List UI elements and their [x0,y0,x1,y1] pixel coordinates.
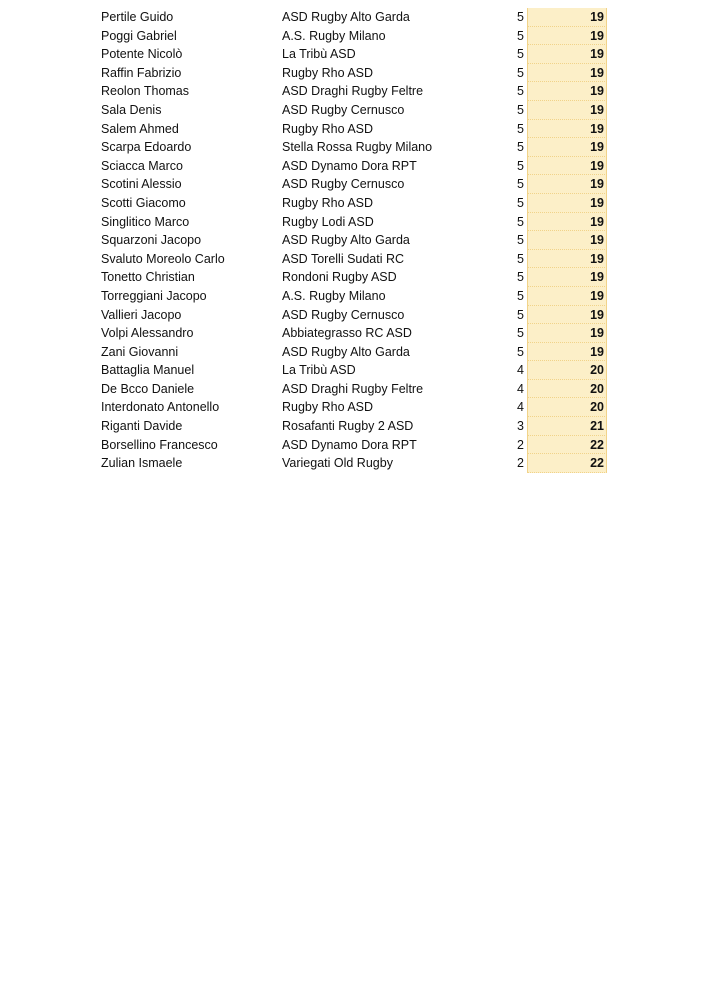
rank-cell: 19 [527,194,607,213]
rank-cell: 19 [527,343,607,362]
table-row [0,436,706,455]
table-row [0,231,706,250]
table-row [0,27,706,46]
table-row [0,306,706,325]
player-name-cell: Singlitico Marco [101,214,190,229]
rank-cell: 22 [527,436,607,455]
table-row [0,138,706,157]
rank-cell: 19 [527,27,607,46]
team-name-cell: ASD Rugby Alto Garda [282,233,410,248]
rank-cell: 19 [527,82,607,101]
rank-cell: 19 [527,231,607,250]
player-name-cell: Raffin Fabrizio [101,65,182,80]
team-name-cell: La Tribù ASD [282,363,356,378]
team-name-cell: A.S. Rugby Milano [282,28,386,43]
team-name-cell: ASD Rugby Cernusco [282,307,405,322]
player-name-cell: Borsellino Francesco [101,437,218,452]
rank-cell: 19 [527,324,607,343]
table-row [0,268,706,287]
player-name-cell: Torreggiani Jacopo [101,288,207,303]
player-name-cell: Poggi Gabriel [101,28,177,43]
table-row [0,194,706,213]
rank-cell: 19 [527,101,607,120]
team-name-cell: ASD Draghi Rugby Feltre [282,84,424,99]
table-row [0,287,706,306]
player-name-cell: Riganti Davide [101,419,183,434]
table-row [0,213,706,232]
player-name-cell: Sala Denis [101,102,162,117]
score-cell: 5 [517,233,524,248]
score-cell: 4 [517,400,524,415]
player-name-cell: Zani Giovanni [101,344,179,359]
score-cell: 5 [517,344,524,359]
player-name-cell: Battaglia Manuel [101,363,195,378]
standings-table [0,8,706,473]
rank-cell: 19 [527,8,607,27]
player-name-cell: Vallieri Jacopo [101,307,182,322]
rank-cell: 19 [527,213,607,232]
player-name-cell: Volpi Alessandro [101,326,194,341]
team-name-cell: ASD Rugby Cernusco [282,177,405,192]
score-cell: 5 [517,251,524,266]
player-name-cell: Potente Nicolò [101,47,183,62]
table-row [0,120,706,139]
score-cell: 3 [517,419,524,434]
team-name-cell: Rugby Rho ASD [282,121,374,136]
rank-cell: 19 [527,45,607,64]
table-row [0,82,706,101]
score-cell: 5 [517,102,524,117]
score-cell: 5 [517,270,524,285]
score-cell: 5 [517,177,524,192]
score-cell: 2 [517,456,524,471]
table-row [0,454,706,473]
team-name-cell: ASD Rugby Alto Garda [282,344,410,359]
rank-cell: 19 [527,306,607,325]
rank-cell: 19 [527,64,607,83]
player-name-cell: Squarzoni Jacopo [101,233,202,248]
team-name-cell: Stella Rossa Rugby Milano [282,140,433,155]
rank-cell: 19 [527,268,607,287]
rank-cell: 20 [527,398,607,417]
table-row [0,398,706,417]
player-name-cell: Scotini Alessio [101,177,182,192]
player-name-cell: Interdonato Antonello [101,400,220,415]
team-name-cell: ASD Rugby Alto Garda [282,10,410,24]
player-name-cell: Zulian Ismaele [101,456,183,471]
player-name-cell: Scarpa Edoardo [101,140,192,155]
team-name-cell: ASD Rugby Cernusco [282,102,405,117]
team-name-cell: Rugby Lodi ASD [282,214,374,229]
player-name-cell: Tonetto Christian [101,270,195,285]
player-name-cell: Pertile Guido [101,10,174,24]
score-cell: 5 [517,158,524,173]
score-cell: 5 [517,28,524,43]
team-name-cell: ASD Dynamo Dora RPT [282,158,417,173]
table-row [0,250,706,269]
score-cell: 5 [517,307,524,322]
table-row [0,101,706,120]
player-name-cell: Svaluto Moreolo Carlo [101,251,225,266]
team-name-cell: Rugby Rho ASD [282,195,374,210]
table-row [0,64,706,83]
score-cell: 5 [517,84,524,99]
team-name-cell: La Tribù ASD [282,47,356,62]
rank-cell: 22 [527,454,607,473]
score-cell: 5 [517,214,524,229]
team-name-cell: Rondoni Rugby ASD [282,270,397,285]
player-name-cell: Salem Ahmed [101,121,179,136]
table-row [0,417,706,436]
table-row [0,45,706,64]
table-row [0,8,706,27]
team-name-cell: ASD Dynamo Dora RPT [282,437,417,452]
team-name-cell: A.S. Rugby Milano [282,288,386,303]
score-cell: 5 [517,140,524,155]
table-row [0,157,706,176]
score-cell: 5 [517,326,524,341]
rank-cell: 19 [527,287,607,306]
table-row [0,343,706,362]
rank-cell: 20 [527,361,607,380]
player-name-cell: Scotti Giacomo [101,195,186,210]
team-name-cell: Rosafanti Rugby 2 ASD [282,419,414,434]
score-cell: 5 [517,195,524,210]
rank-cell: 19 [527,157,607,176]
player-name-cell: De Bcco Daniele [101,381,195,396]
table-row [0,380,706,399]
score-cell: 4 [517,363,524,378]
table-row [0,175,706,194]
score-cell: 5 [517,65,524,80]
table-row [0,324,706,343]
score-cell: 5 [517,121,524,136]
rank-cell: 19 [527,175,607,194]
team-name-cell: Abbiategrasso RC ASD [282,326,412,341]
rank-cell: 21 [527,417,607,436]
team-name-cell: ASD Torelli Sudati RC [282,251,405,266]
score-cell: 5 [517,47,524,62]
score-cell: 4 [517,381,524,396]
player-name-cell: Reolon Thomas [101,84,190,99]
team-name-cell: Variegati Old Rugby [282,456,393,471]
table-row [0,361,706,380]
rank-cell: 19 [527,120,607,139]
score-cell: 5 [517,10,524,24]
player-name-cell: Sciacca Marco [101,158,183,173]
rank-cell: 19 [527,250,607,269]
score-cell: 2 [517,437,524,452]
rank-cell: 19 [527,138,607,157]
team-name-cell: Rugby Rho ASD [282,65,374,80]
team-name-cell: Rugby Rho ASD [282,400,374,415]
rank-cell: 20 [527,380,607,399]
score-cell: 5 [517,288,524,303]
team-name-cell: ASD Draghi Rugby Feltre [282,381,424,396]
